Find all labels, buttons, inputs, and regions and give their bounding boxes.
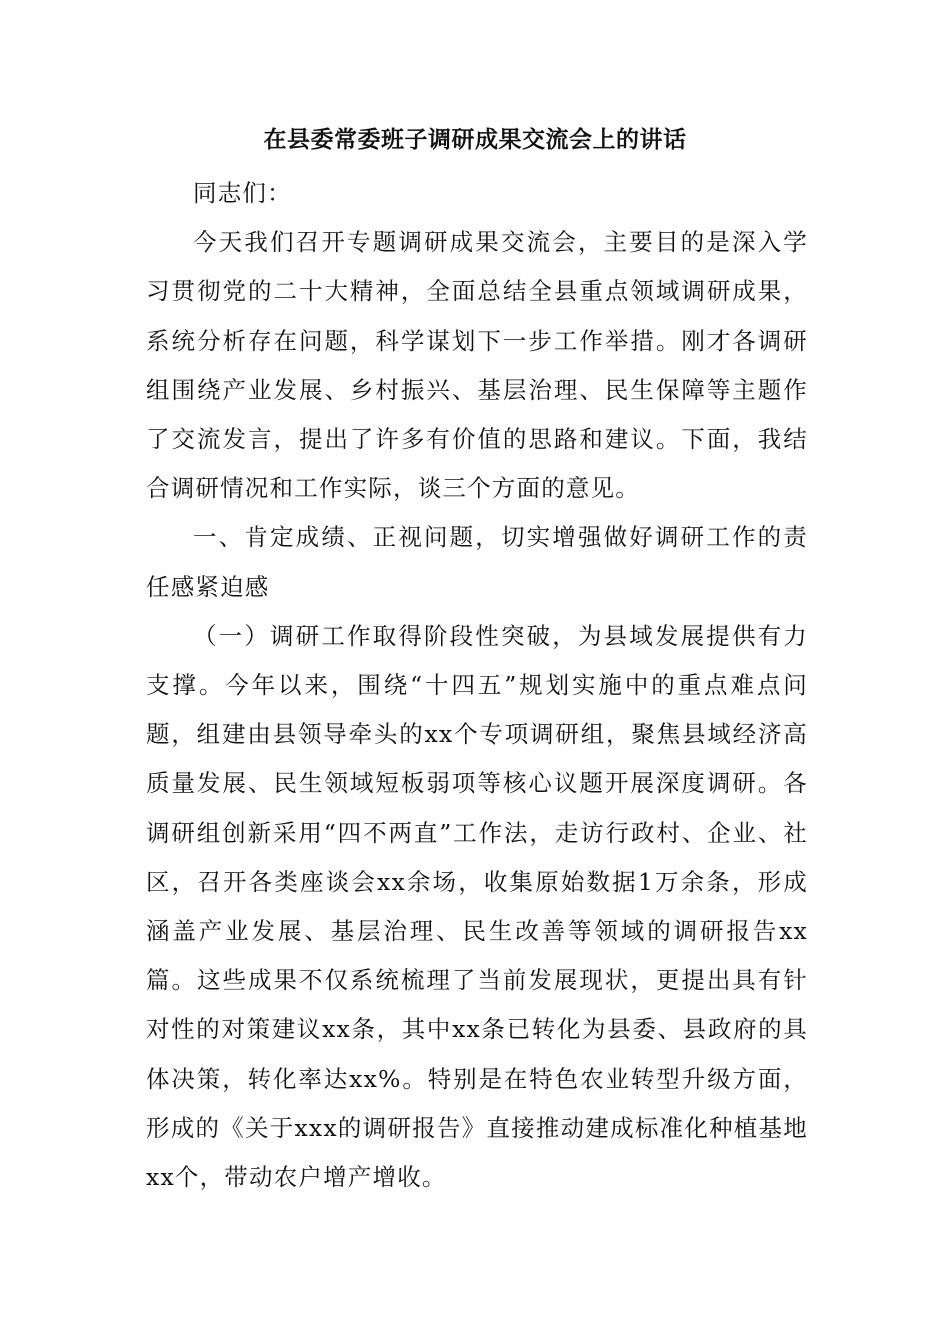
section-heading-1: 一、肯定成绩、正视问题，切实增强做好调研工作的责任感紧迫感 (146, 523, 808, 601)
paragraph-subsection-1: （一）调研工作取得阶段性突破，为县域发展提供有力支撑。今年以来，围绕“十四五”规划实施中的重点难点问题，组建由县领导牵头的xx个专项调研组，聚焦县域经济高质量发展、民生领域短板弱项等核心议题开展深度调研。各调研组创新采用“四不两直”工作法，走访行政村、企业、社区，召开各类座谈会xx余场，收集原始数据1万余条，形成涵盖产业发展、基层治理、民生改善等领域的调研报告xx篇。这些成果不仅系统梳理了当前发展现状，更提出具有针对性的对策建议xx条，其中xx条已转化为县委、县政府的具体决策，转化率达xx%。特别是在特色农业转型升级方面，形成的《关于xxx的调研报告》直接推动建成标准化种植基地xx个，带动农户增产增收。 (146, 621, 808, 1192)
salutation: 同志们： (193, 179, 292, 207)
document-title: 在县委常委班子调研成果交流会上的讲话 (263, 126, 687, 153)
paragraph-intro: 今天我们召开专题调研成果交流会，主要目的是深入学习贯彻党的二十大精神，全面总结全县重点领域调研成果，系统分析存在问题，科学谋划下一步工作举措。刚才各调研组围绕产业发展、乡村振兴、基层治理、民生保障等主题作了交流发言，提出了许多有价值的思路和建议。下面，我结合调研情况和工作实际，谈三个方面的意见。 (146, 228, 808, 503)
document-body (146, 169, 808, 1202)
